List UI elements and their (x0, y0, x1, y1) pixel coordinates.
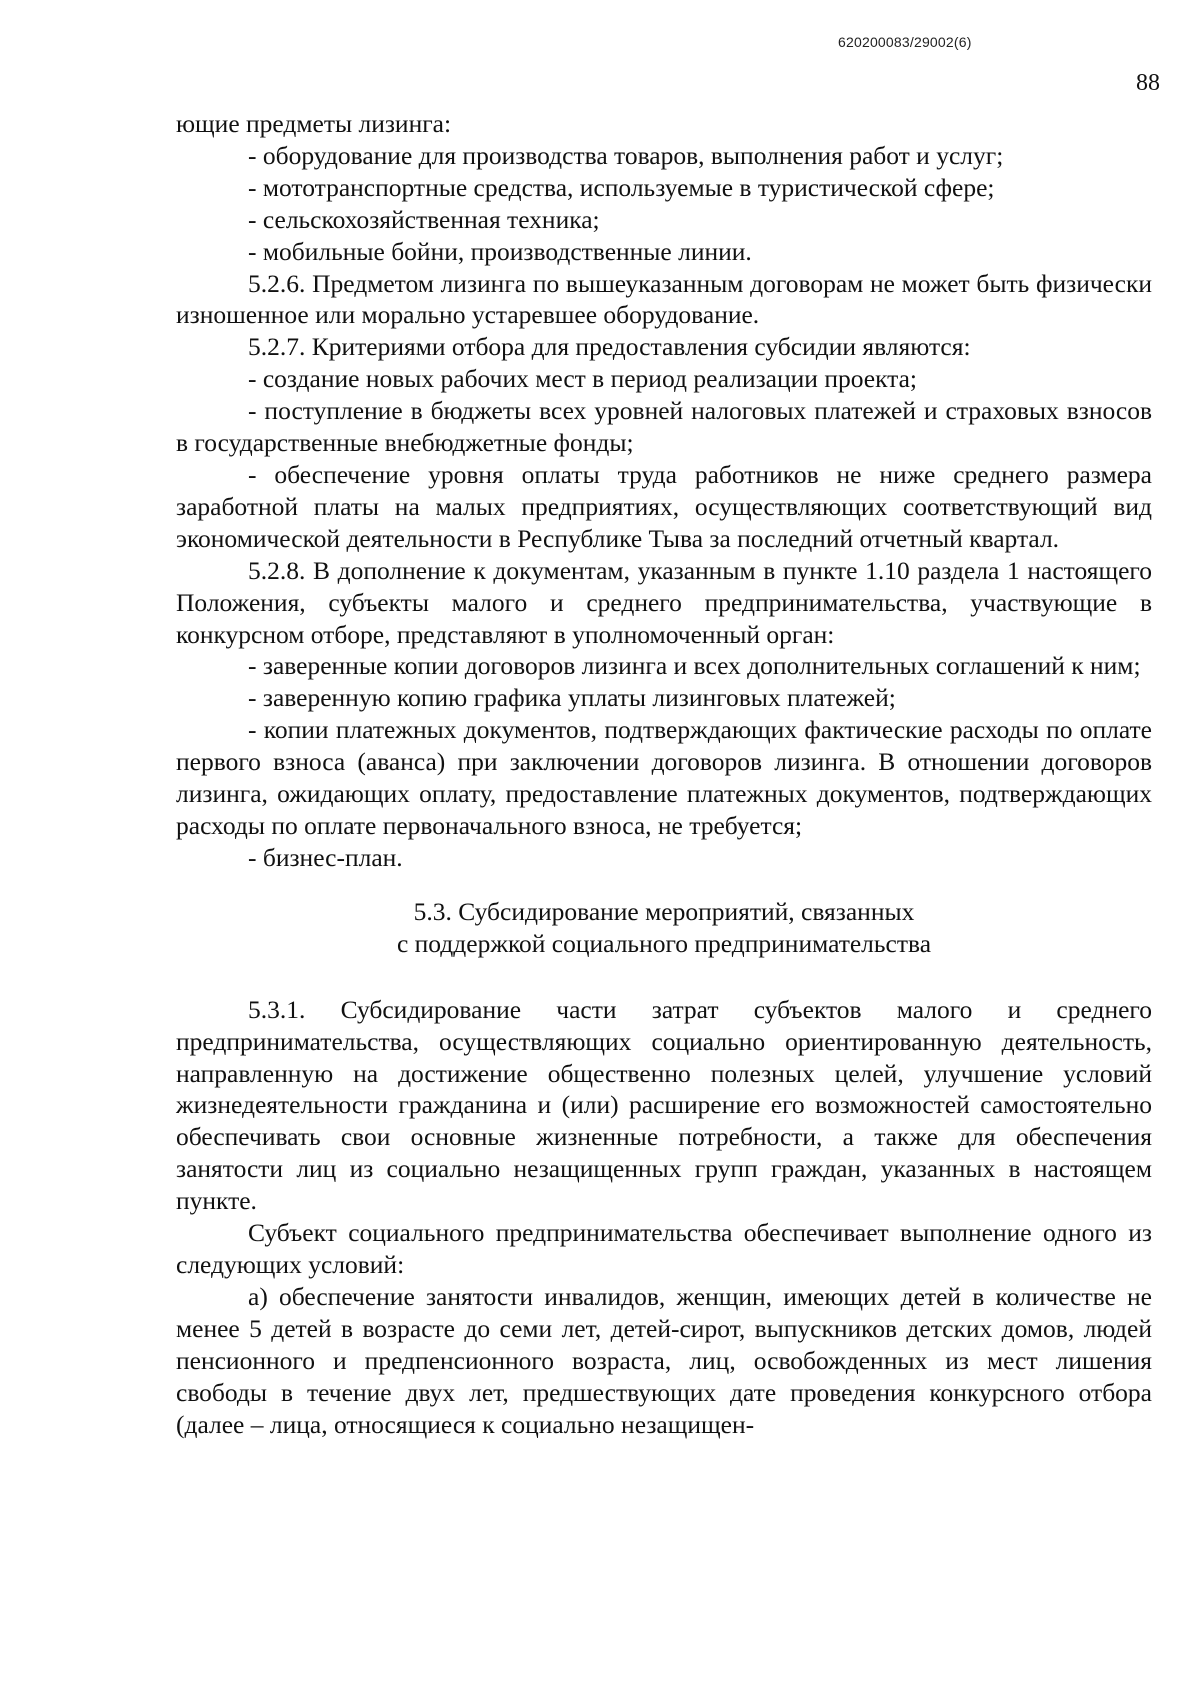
list-item-criteria: - создание новых рабочих мест в период реализации проекта; (248, 364, 918, 394)
paragraph-intro: ющие предметы лизинга: (176, 109, 452, 138)
list-item-leasing: - сельскохозяйственная техника; (248, 204, 600, 234)
paragraph-subject: Субъект социального предпринимательства обеспечивает выполнение одного из следующих условий: (176, 1218, 1152, 1279)
list-item-leasing: - оборудование для производства товаров, выполнения работ и услуг; (248, 140, 1004, 170)
paragraph-condition-a: а) обеспечение занятости инвалидов, женщин, имеющих детей в количестве не менее 5 детей в возрасте до семи лет, детей-сирот, выпускников детских домов, людей пенсионного и предпенсионного возраста, лиц, освобожденных из мест лишения свободы в течение двух лет, предшествующих дате проведения конкурсного отбора (далее – лица, относящиеся к социально незащищен- (176, 1281, 1152, 1439)
document-id: 620200083/29002(6) (838, 34, 972, 50)
list-item-criteria: - поступление в бюджеты всех уровней налоговых платежей и страховых взносов в государственные внебюджетные фонды; (176, 396, 1152, 458)
paragraph-5-2-7: 5.2.7. Критериями отбора для предоставления субсидии являются: (248, 332, 971, 362)
paragraph-5-2-8: 5.2.8. В дополнение к документам, указанным в пункте 1.10 раздела 1 настоящего Положения, субъекты малого и среднего предпринимательства, участвующие в конкурсном отборе, представляют в уполномоченный орган: (176, 555, 1152, 649)
list-item-document: - бизнес-план. (248, 842, 403, 872)
page-number: 88 (1136, 70, 1160, 96)
section-heading-line-1: 5.3. Субсидирование мероприятий, связанных (413, 896, 915, 926)
paragraph-5-2-6: 5.2.6. Предметом лизинга по вышеуказанным договорам не может быть физически изношенное или морально устаревшее оборудование. (176, 268, 1152, 330)
document-body (176, 108, 1152, 1440)
paragraph-5-3-1: 5.3.1. Субсидирование части затрат субъектов малого и среднего предпринимательства, осуществляющих социально ориентированную деятельность, направленную на достижение общественно полезных целей, улучшение условий жизнедеятельности гражданина и (или) расширение его возможностей самостоятельно обеспечивать свои основные жизненные потребности, а также для обеспечения занятости лиц из социально незащищенных групп граждан, указанных в настоящем пункте. (176, 994, 1152, 1216)
list-item-document: - заверенные копии договоров лизинга и всех дополнительных соглашений к ним; (248, 651, 1141, 681)
list-item-leasing: - мототранспортные средства, используемые в туристической сфере; (248, 172, 995, 202)
list-item-leasing: - мобильные бойни, производственные линии. (248, 236, 752, 266)
section-heading-5-3 (176, 896, 1152, 960)
list-item-document: - заверенную копию графика уплаты лизинговых платежей; (248, 683, 896, 713)
list-item-document: - копии платежных документов, подтверждающих фактические расходы по оплате первого взноса (аванса) при заключении договоров лизинга. В отношении договоров лизинга, ожидающих оплату, предоставление платежных документов, подтверждающих расходы по оплате первоначального взноса, не требуется; (176, 715, 1152, 840)
list-item-criteria: - обеспечение уровня оплаты труда работников не ниже среднего размера заработной платы на малых предприятиях, осуществляющих соответствующий вид экономической деятельности в Республике Тыва за последний отчетный квартал. (176, 459, 1152, 553)
section-heading-line-2: с поддержкой социального предпринимательства (396, 928, 932, 958)
